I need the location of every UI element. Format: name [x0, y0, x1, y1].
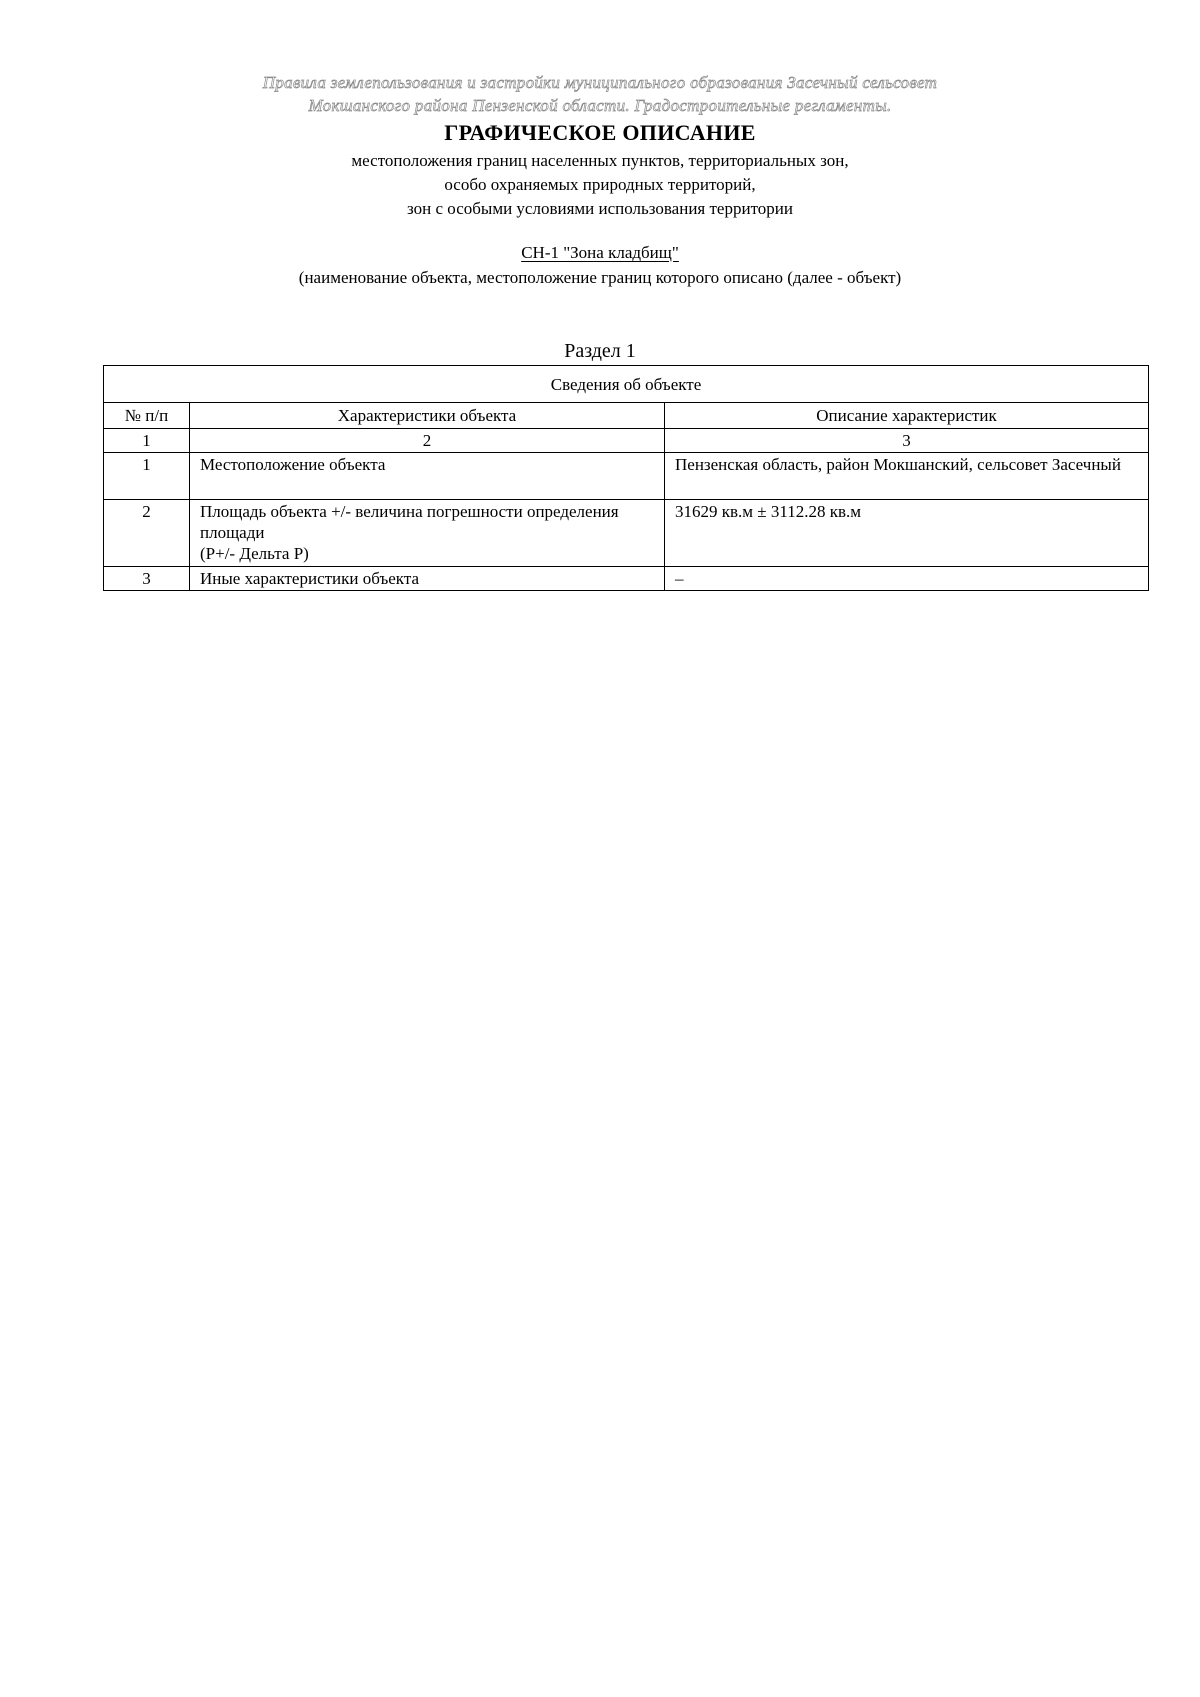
column-number-row — [104, 429, 1149, 453]
row-number: 2 — [104, 500, 190, 567]
row-characteristic-line: Площадь объекта +/- величина погрешности определения площади — [200, 502, 619, 542]
row-characteristic: Иные характеристики объекта — [190, 567, 665, 591]
object-name-text: СН-1 "Зона кладбищ" — [521, 243, 679, 262]
subtitle-line: местоположения границ населенных пунктов, территориальных зон, — [351, 151, 849, 170]
column-header: Описание характеристик — [665, 403, 1149, 429]
row-number: 1 — [104, 453, 190, 500]
table-header-row — [104, 403, 1149, 429]
subtitle-line: зон с особыми условиями использования территории — [407, 199, 793, 218]
object-name — [0, 241, 1200, 265]
row-characteristic: Местоположение объекта — [190, 453, 665, 500]
section-title: Раздел 1 — [564, 340, 636, 362]
column-number: 1 — [104, 429, 190, 453]
running-header-line: Мокшанского района Пензенской области. Градостроительные регламенты. — [308, 96, 892, 115]
running-header-line: Правила землепользования и застройки муниципального образования Засечный сельсовет — [262, 73, 938, 92]
row-description: Пензенская область, район Мокшанский, сельсовет Засечный — [665, 453, 1149, 500]
object-info-table — [103, 365, 1149, 591]
row-characteristic — [190, 500, 665, 567]
document-title: ГРАФИЧЕСКОЕ ОПИСАНИЕ — [444, 120, 756, 145]
row-characteristic-line: (Р+/- Дельта Р) — [200, 544, 309, 563]
row-number: 3 — [104, 567, 190, 591]
row-description: – — [665, 567, 1149, 591]
running-header — [0, 71, 1200, 117]
table-row — [104, 567, 1149, 591]
column-header: Характеристики объекта — [190, 403, 665, 429]
table-caption: Сведения об объекте — [104, 366, 1149, 403]
column-number: 3 — [665, 429, 1149, 453]
table-row — [104, 453, 1149, 500]
column-header: № п/п — [104, 403, 190, 429]
row-description: 31629 кв.м ± 3112.28 кв.м — [665, 500, 1149, 567]
document-subtitle — [0, 149, 1200, 221]
subtitle-line: особо охраняемых природных территорий, — [444, 175, 756, 194]
column-number: 2 — [190, 429, 665, 453]
table-row — [104, 500, 1149, 567]
object-caption: (наименование объекта, местоположение границ которого описано (далее - объект) — [298, 268, 902, 287]
table-caption-row — [104, 366, 1149, 403]
